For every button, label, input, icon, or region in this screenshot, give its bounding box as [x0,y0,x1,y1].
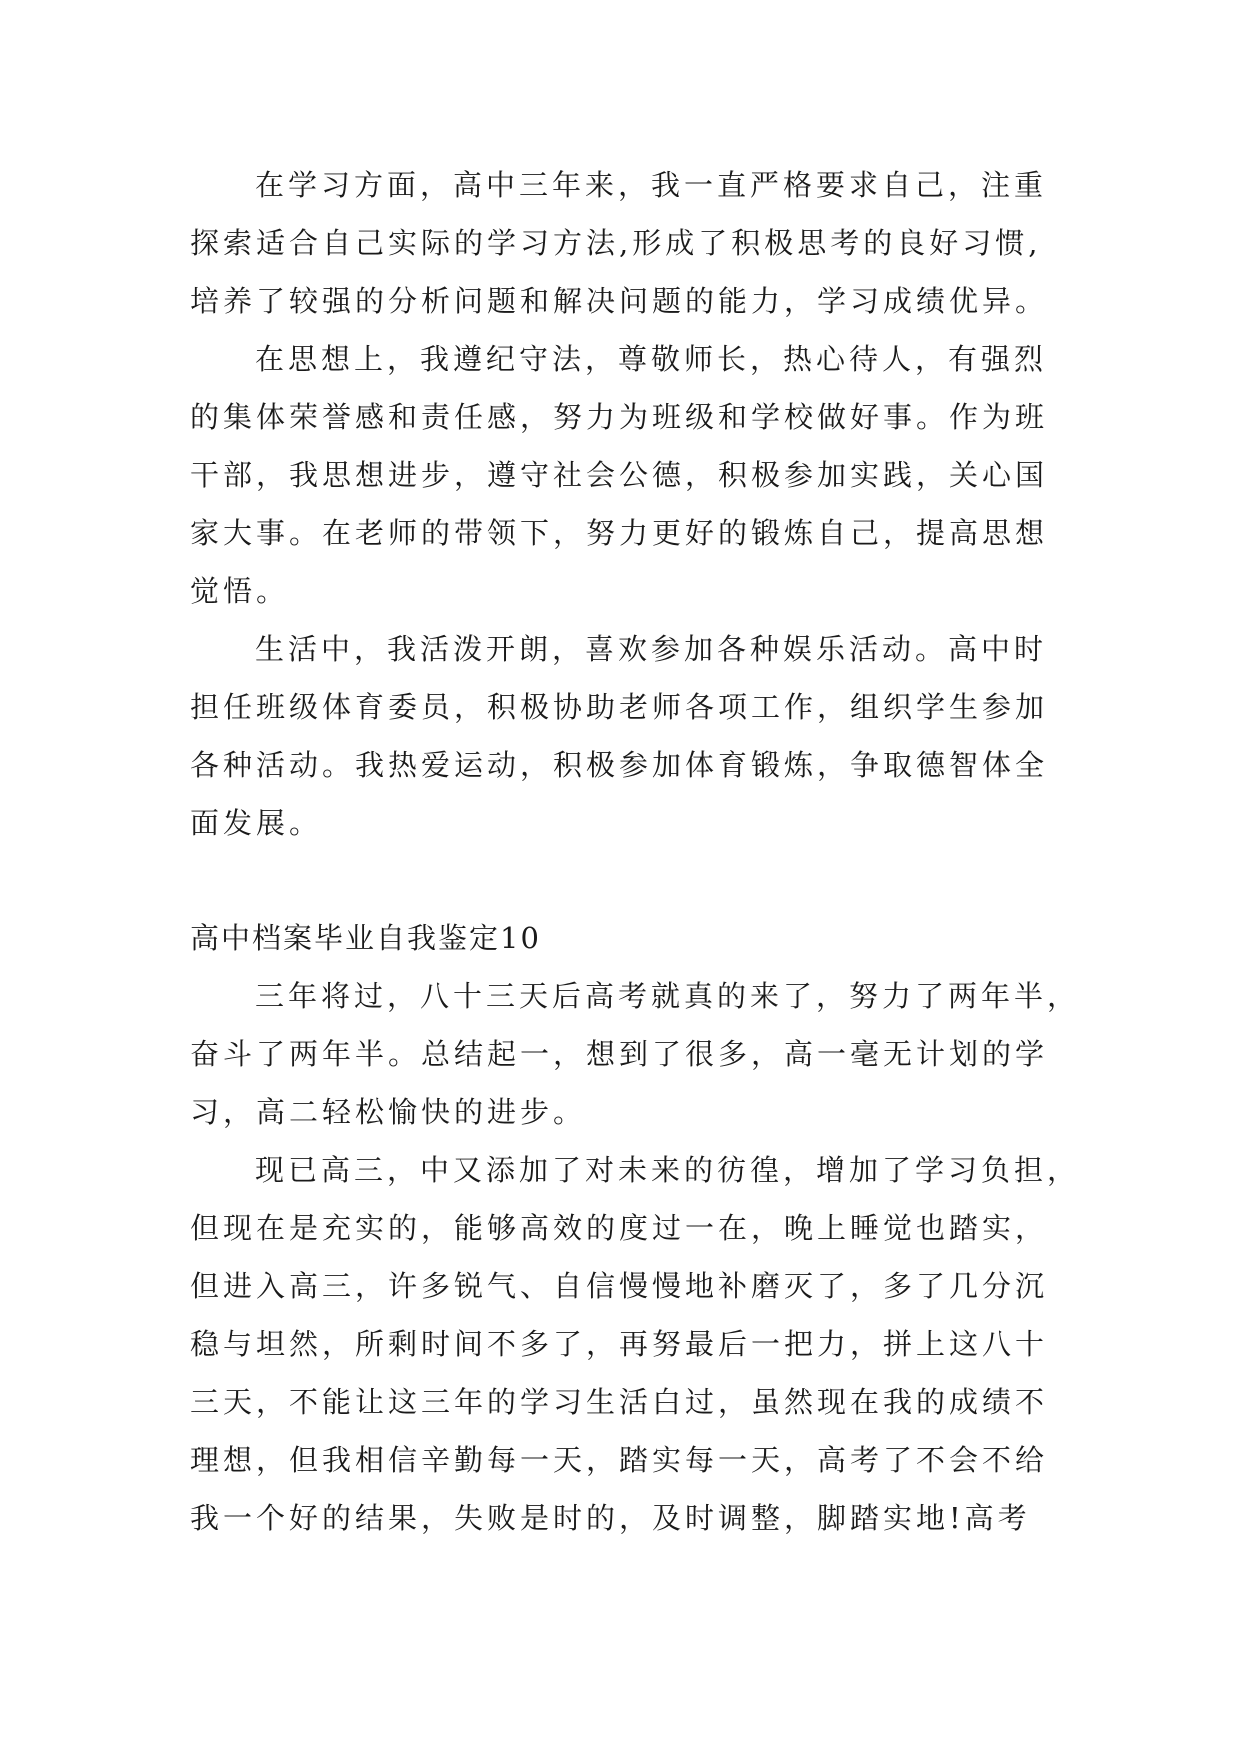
paragraph-2-line-5: 觉悟。 [190,574,290,608]
paragraph-1-line-1: 在学习方面，高中三年来，我一直严格要求自己，注重 [255,168,1048,202]
section-paragraph-2-line-4: 稳与坦然，所剩时间不多了，再努最后一把力，拼上这八十 [190,1327,1049,1361]
section-paragraph-1-line-2: 奋斗了两年半。总结起一，想到了很多，高一毫无计划的学 [190,1037,1049,1071]
paragraph-3-line-4: 面发展。 [190,806,323,840]
paragraph-2-line-2: 的集体荣誉感和责任感，努力为班级和学校做好事。作为班 [190,400,1049,434]
section-paragraph-2-line-1: 现已高三，中又添加了对未来的彷徨，增加了学习负担， [255,1153,1081,1187]
paragraph-3-line-1: 生活中，我活泼开朗，喜欢参加各种娱乐活动。高中时 [255,632,1048,666]
section-paragraph-2-line-2: 但现在是充实的，能够高效的度过一在，晚上睡觉也踏实， [190,1211,1049,1245]
paragraph-3-line-2: 担任班级体育委员，积极协助老师各项工作，组织学生参加 [190,690,1049,724]
paragraph-1-line-2: 探索适合自己实际的学习方法,形成了积极思考的良好习惯, [190,226,1042,260]
paragraph-2-line-3: 干部，我思想进步，遵守社会公德，积极参加实践，关心国 [190,458,1049,492]
section-paragraph-1-line-3: 习，高二轻松愉快的进步。 [190,1095,587,1129]
paragraph-2-line-4: 家大事。在老师的带领下，努力更好的锻炼自己，提高思想 [190,516,1049,550]
paragraph-1-line-3: 培养了较强的分析问题和解决问题的能力，学习成绩优异。 [190,284,1049,318]
section-paragraph-2-line-3: 但进入高三，许多锐气、自信慢慢地补磨灭了，多了几分沉 [190,1269,1049,1303]
section-paragraph-2-line-6: 理想，但我相信辛勤每一天，踏实每一天，高考了不会不给 [190,1443,1049,1477]
paragraph-3-line-3: 各种活动。我热爱运动，积极参加体育锻炼，争取德智体全 [190,748,1049,782]
section-paragraph-1-line-1: 三年将过，八十三天后高考就真的来了，努力了两年半， [255,979,1081,1013]
section-heading: 高中档案毕业自我鉴定10 [190,921,541,955]
section-paragraph-2-line-7: 我一个好的结果，失败是时的，及时调整，脚踏实地!高考 [190,1501,1031,1535]
section-paragraph-2-line-5: 三天，不能让这三年的学习生活白过，虽然现在我的成绩不 [190,1385,1049,1419]
paragraph-2-line-1: 在思想上，我遵纪守法，尊敬师长，热心待人，有强烈 [255,342,1048,376]
